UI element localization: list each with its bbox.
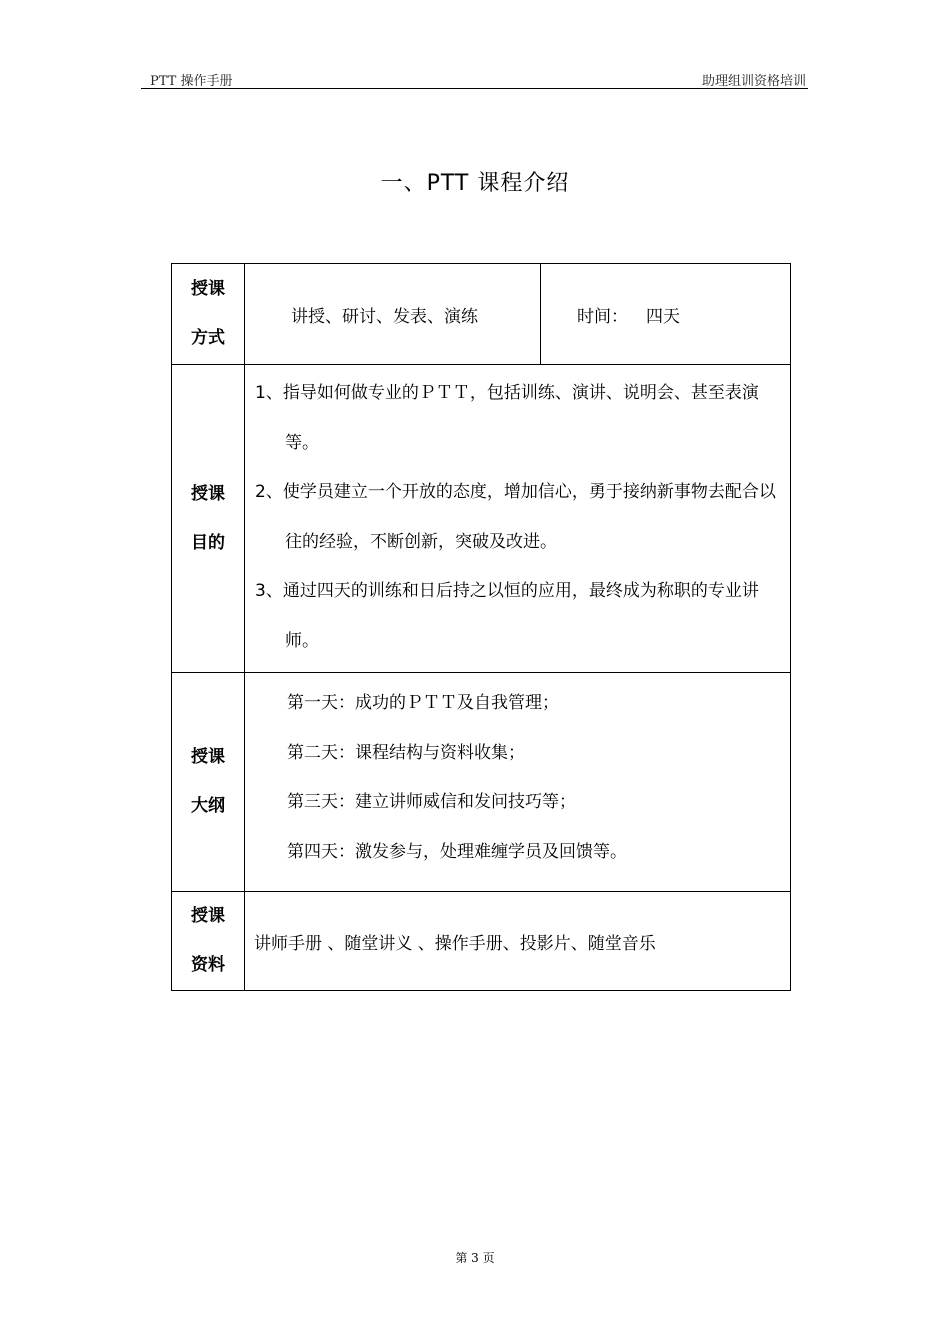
method-label: 授课 方式 — [172, 264, 245, 365]
table-row-materials — [172, 892, 791, 991]
page-title: 一、PTT 课程介绍 — [380, 171, 570, 196]
outline-content — [245, 673, 791, 892]
table-row-outline — [172, 673, 791, 892]
page-number: 第 3 页 — [455, 1251, 495, 1265]
goals-label: 授课 目的 — [172, 365, 245, 673]
time-cell — [541, 264, 791, 365]
outline-label: 授课 大纲 — [172, 673, 245, 892]
header-right-text: 助理组训资格培训 — [701, 74, 806, 89]
goals-content — [245, 365, 791, 673]
goal-item: 2、使学员建立一个开放的态度，增加信心，勇于接纳新事物去配合以往的经验，不断创新，突破及改进。 — [255, 482, 776, 552]
outline-item: 第三天：建立讲师威信和发问技巧等； — [287, 792, 576, 812]
method-value: 讲授、研讨、发表、演练 — [245, 264, 541, 365]
materials-label: 授课 资料 — [172, 892, 245, 991]
table-row-goals — [172, 365, 791, 673]
outline-item: 第四天：激发参与，处理难缠学员及回馈等。 — [287, 841, 627, 862]
time-value: 四天 — [646, 306, 680, 327]
goal-item: 3、通过四天的训练和日后持之以恒的应用，最终成为称职的专业讲师。 — [255, 581, 759, 651]
header-left-text: PTT 操作手册 — [150, 74, 233, 89]
goal-item: 1、指导如何做专业的ＰＴＴ，包括训练、演讲、说明会、甚至表演等。 — [255, 383, 759, 453]
page-header — [141, 70, 808, 89]
outline-item: 第二天：课程结构与资料收集； — [287, 742, 525, 763]
table-row-method — [172, 264, 791, 365]
materials-value: 讲师手册 、随堂讲义 、操作手册、投影片、随堂音乐 — [245, 892, 791, 991]
time-label: 时间： — [577, 306, 628, 327]
outline-item: 第一天：成功的ＰＴＴ及自我管理； — [287, 693, 559, 713]
course-table — [171, 263, 791, 991]
